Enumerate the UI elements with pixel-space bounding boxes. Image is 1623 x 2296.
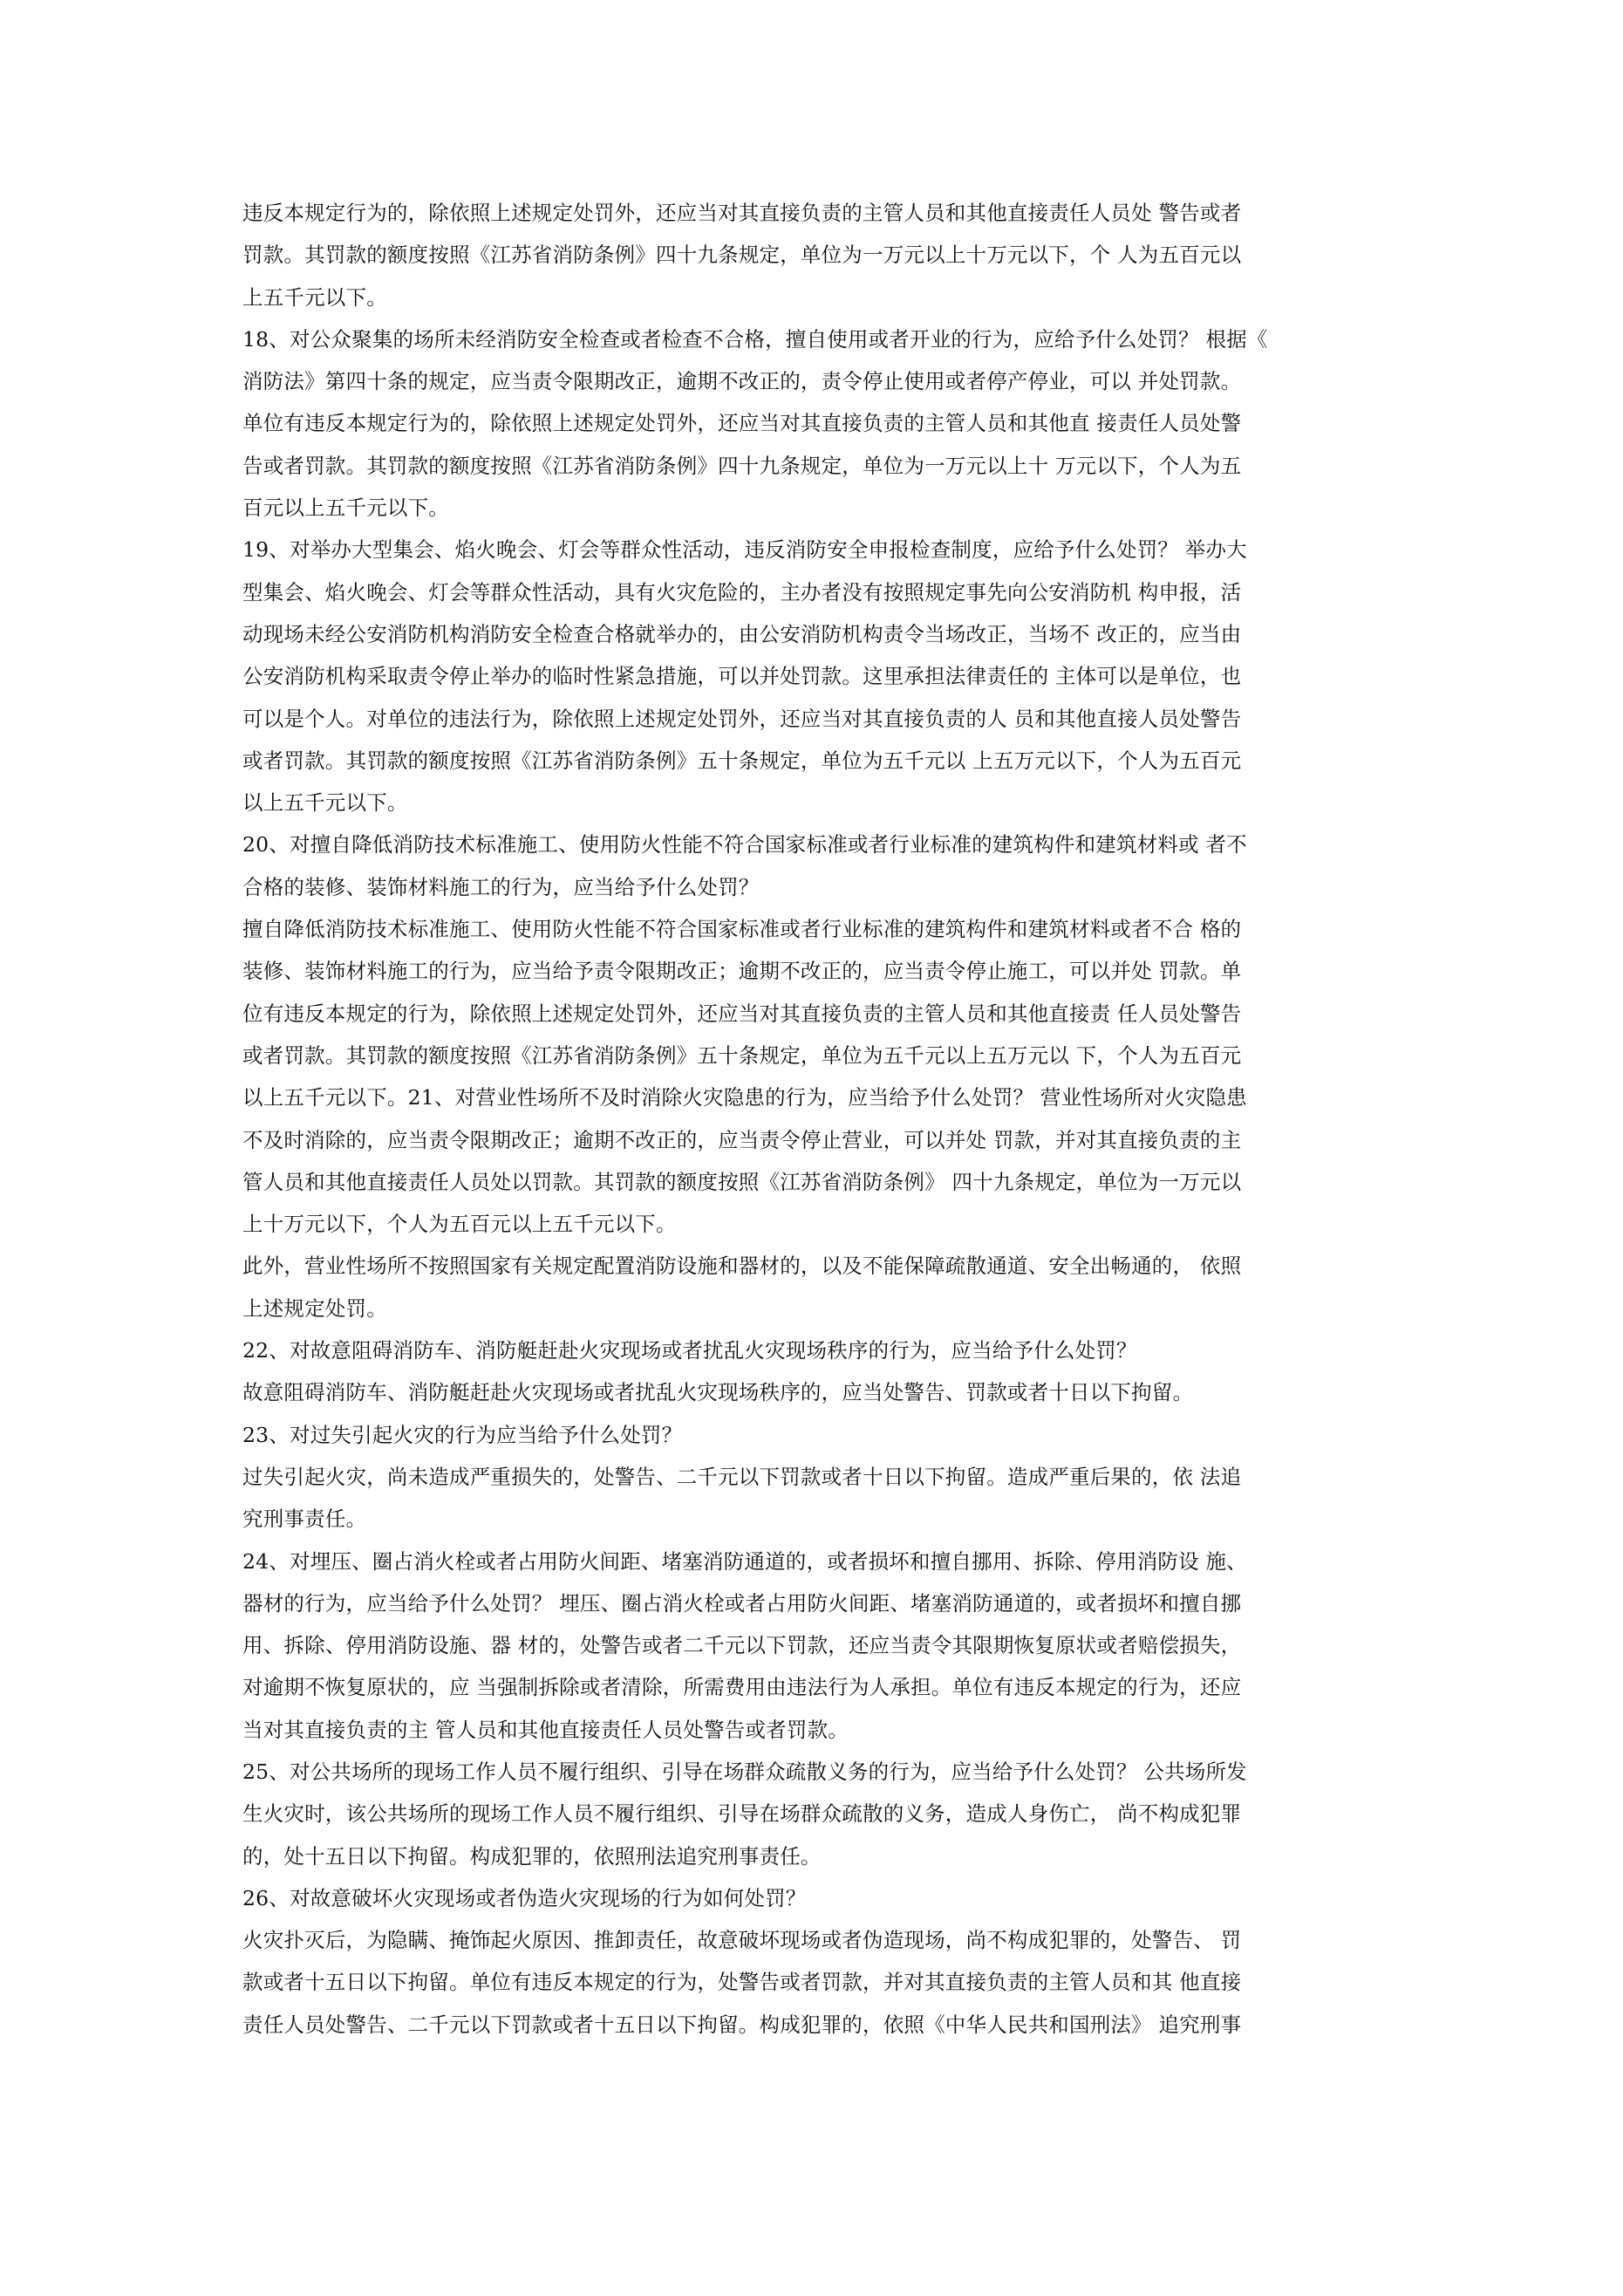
text-line: 可以是个人。对单位的违法行为，除依照上述规定处罚外，还应当对其直接负责的人 员和其他直接人员处警告	[242, 706, 1242, 731]
text-line: 24、对埋压、圈占消火栓或者占用防火间距、堵塞消防通道的，或者损坏和擅自挪用、拆除、停用消防设 施、	[242, 1548, 1247, 1574]
text-line: 22、对故意阻碍消防车、消防艇赶赴火灾现场或者扰乱火灾现场秩序的行为，应当给予什么处罚？	[242, 1338, 1137, 1363]
text-line: 擅自降低消防技术标准施工、使用防火性能不符合国家标准或者行业标准的建筑构件和建筑材料或者不合 格的	[242, 917, 1242, 942]
text-line: 23、对过失引起火灾的行为应当给予什么处罚？	[242, 1422, 683, 1447]
text-line: 管人员和其他直接责任人员处以罚款。其罚款的额度按照《江苏省消防条例》 四十九条规定，单位为一万元以	[242, 1169, 1242, 1194]
text-line: 责任人员处警告、二千元以下罚款或者十五日以下拘留。构成犯罪的，依照《中华人民共和国刑法》 追究刑事	[242, 2012, 1242, 2037]
text-line: 或者罚款。其罚款的额度按照《江苏省消防条例》五十条规定，单位为五千元以 上五万元以下，个人为五百元	[242, 748, 1242, 773]
text-line: 上五千元以下。	[242, 284, 387, 310]
text-line: 动现场未经公安消防机构消防安全检查合格就举办的，由公安消防机构责令当场改正，当场不 改正的，应当由	[242, 621, 1242, 646]
text-line: 以上五千元以下。	[242, 790, 408, 816]
text-line: 合格的装修、装饰材料施工的行为，应当给予什么处罚？	[242, 874, 760, 899]
text-line: 单位有违反本规定行为的，除依照上述规定处罚外，还应当对其直接负责的主管人员和其他直 接责任人员处警	[242, 411, 1242, 436]
text-line: 上述规定处罚。	[242, 1295, 387, 1321]
text-line: 装修、装饰材料施工的行为，应当给予责令限期改正；逾期不改正的，应当责令停止施工，可以并处 罚款。单	[242, 959, 1242, 984]
text-line: 以上五千元以下。21、对营业性场所不及时消除火灾隐患的行为，应当给予什么处罚？ 营业性场所对火灾隐患	[242, 1085, 1247, 1110]
text-line: 25、对公共场所的现场工作人员不履行组织、引导在场群众疏散义务的行为，应当给予什么处罚？ 公共场所发	[242, 1759, 1247, 1784]
text-line: 型集会、焰火晚会、灯会等群众性活动，具有火灾危险的，主办者没有按照规定事先向公安消防机 构申报，活	[242, 579, 1242, 605]
text-line: 用、拆除、停用消防设施、器 材的，处警告或者二千元以下罚款，还应当责令其限期恢复原状或者赔偿损失，	[242, 1633, 1242, 1658]
text-line: 器材的行为，应当给予什么处罚？ 埋压、圈占消火栓或者占用防火间距、堵塞消防通道的，或者损坏和擅自挪	[242, 1590, 1242, 1616]
text-line: 不及时消除的，应当责令限期改正；逾期不改正的，应当责令停止营业，可以并处 罚款，并对其直接负责的主	[242, 1127, 1242, 1152]
text-line: 20、对擅自降低消防技术标准施工、使用防火性能不符合国家标准或者行业标准的建筑构件和建筑材料或 者不	[242, 832, 1247, 858]
document-body	[242, 192, 1381, 2046]
text-line: 消防法》第四十条的规定，应当责令限期改正，逾期不改正的，责令停止使用或者停产停业，可以 并处罚款。	[242, 369, 1242, 394]
text-line: 或者罚款。其罚款的额度按照《江苏省消防条例》五十条规定，单位为五千元以上五万元以 下，个人为五百元	[242, 1042, 1242, 1068]
text-line: 19、对举办大型集会、焰火晚会、灯会等群众性活动，违反消防安全申报检查制度，应给予什么处罚？ 举办大	[242, 537, 1247, 563]
text-line: 对逾期不恢复原状的，应 当强制拆除或者清除，所需费用由违法行为人承担。单位有违反本规定的行为，还应	[242, 1675, 1242, 1700]
text-line: 当对其直接负责的主 管人员和其他直接责任人员处警告或者罚款。	[242, 1717, 849, 1742]
text-line: 款或者十五日以下拘留。单位有违反本规定的行为，处警告或者罚款，并对其直接负责的主管人员和其 他直接	[242, 1970, 1242, 1995]
text-line: 告或者罚款。其罚款的额度按照《江苏省消防条例》四十九条规定，单位为一万元以上十 万元以下，个人为五	[242, 453, 1242, 478]
text-line: 火灾扑灭后，为隐瞒、掩饰起火原因、推卸责任，故意破坏现场或者伪造现场，尚不构成犯罪的，处警告、 罚	[242, 1928, 1242, 1953]
text-line: 罚款。其罚款的额度按照《江苏省消防条例》四十九条规定，单位为一万元以上十万元以下，个 人为五百元以	[242, 243, 1242, 268]
text-line: 生火灾时，该公共场所的现场工作人员不履行组织、引导在场群众疏散的义务，造成人身伤亡， 尚不构成犯罪	[242, 1801, 1242, 1827]
text-line: 位有违反本规定的行为，除依照上述规定处罚外，还应当对其直接负责的主管人员和其他直接责 任人员处警告	[242, 1001, 1242, 1026]
text-line: 此外，营业性场所不按照国家有关规定配置消防设施和器材的，以及不能保障疏散通道、安全出畅通的， 依照	[242, 1254, 1242, 1279]
text-line: 上十万元以下，个人为五百元以上五千元以下。	[242, 1212, 677, 1237]
text-line: 过失引起火灾，尚未造成严重损失的，处警告、二千元以下罚款或者十日以下拘留。造成严重后果的，依 法追	[242, 1464, 1242, 1489]
text-line: 18、对公众聚集的场所未经消防安全检查或者检查不合格，擅自使用或者开业的行为，应给予什么处罚？ 根据《	[242, 326, 1268, 352]
text-line: 百元以上五千元以下。	[242, 495, 449, 521]
text-line: 违反本规定行为的，除依照上述规定处罚外，还应当对其直接负责的主管人员和其他直接责任人员处 警告或者	[242, 201, 1242, 225]
text-line: 的，处十五日以下拘留。构成犯罪的，依照刑法追究刑事责任。	[242, 1843, 822, 1869]
text-line: 26、对故意破坏火灾现场或者伪造火灾现场的行为如何处罚？	[242, 1885, 807, 1910]
text-line: 故意阻碍消防车、消防艇赶赴火灾现场或者扰乱火灾现场秩序的，应当处警告、罚款或者十日以下拘留。	[242, 1380, 1194, 1405]
text-line: 公安消防机构采取责令停止举办的临时性紧急措施，可以并处罚款。这里承担法律责任的 主体可以是单位，也	[242, 664, 1242, 689]
text-line: 究刑事责任。	[242, 1507, 367, 1532]
